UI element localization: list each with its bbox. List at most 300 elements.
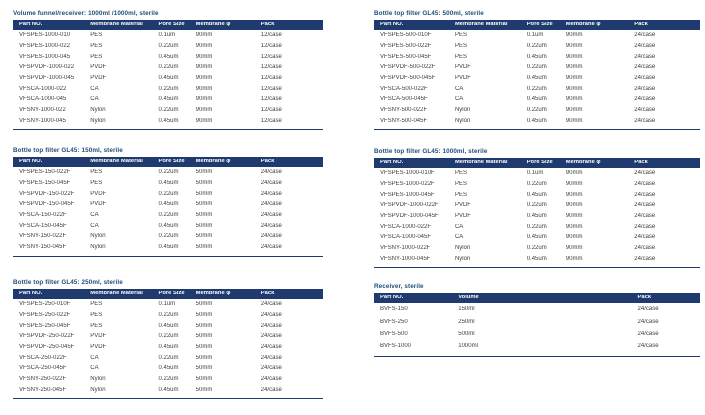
table-cell: 90mm	[565, 255, 583, 262]
table-row	[13, 41, 323, 52]
table-row	[374, 328, 700, 340]
table-cell: 90mm	[565, 223, 583, 230]
table-cell: 24/case	[634, 107, 656, 114]
table-cell: VFSNY-500-045F	[380, 117, 428, 124]
table-cell: 90mm	[565, 32, 583, 39]
table-cell: CA	[454, 85, 464, 92]
table-cell: 24/case	[260, 322, 282, 329]
table-cell: 24/case	[637, 318, 659, 325]
table-cell: VFSNY-250-045F	[19, 386, 67, 393]
table-cell: 12/case	[260, 64, 282, 71]
table-cell: PES	[454, 181, 467, 188]
table-cell: 0.45um	[526, 213, 547, 220]
table-cell: CA	[90, 222, 99, 229]
table-bottle-top-filter-1000ml	[374, 148, 700, 268]
table-cell: 150ml	[458, 306, 475, 313]
table-cell: 12/case	[260, 117, 282, 124]
table-row	[13, 94, 323, 105]
table-cell: VFSNY-1000-045	[19, 117, 66, 124]
column-header: Part NO.	[380, 22, 404, 28]
table-row	[13, 73, 323, 84]
table-row	[374, 41, 700, 52]
table-cell: PVDF	[454, 75, 471, 82]
table-row	[374, 105, 700, 116]
column-header: Pack	[260, 22, 275, 28]
table-cell: BVFS-250	[380, 318, 408, 325]
table-row	[13, 83, 323, 94]
table-cell: VFSPES-500-045F	[380, 53, 432, 60]
table-cell: 50mm	[195, 365, 213, 372]
table-cell: 90mm	[565, 85, 583, 92]
table-cell: 50mm	[195, 376, 213, 383]
table-cell: PES	[90, 301, 103, 308]
table-cell: 0.1um	[526, 170, 544, 177]
table-cell: 12/case	[260, 53, 282, 60]
table-bottom-rule	[13, 256, 323, 257]
table-cell: CA	[90, 96, 99, 103]
table-row	[374, 73, 700, 84]
table-cell: 0.22um	[526, 245, 547, 252]
table-row	[374, 315, 700, 327]
table-cell: 0.22um	[158, 190, 179, 197]
table-cell: VFSPES-500-022F	[380, 43, 432, 50]
table-cell: PVDF	[454, 213, 471, 220]
table-bottle-top-filter-250ml	[13, 279, 323, 399]
table-cell: 0.45um	[158, 386, 179, 393]
table-title: Bottle top filter GL45: 1000ml, sterile	[374, 148, 488, 155]
table-cell: VFSCA-1000-045F	[380, 234, 432, 241]
table-cell: Nylon	[454, 255, 471, 262]
table-cell: PES	[90, 312, 103, 319]
table-cell: 24/case	[634, 245, 656, 252]
table-row	[13, 30, 323, 41]
table-cell: 0.45um	[158, 96, 179, 103]
table-cell: Nylon	[454, 117, 471, 124]
table-row	[13, 299, 323, 310]
table-cell: 0.45um	[526, 53, 547, 60]
table-cell: BVFS-150	[380, 306, 408, 313]
table-cell: VFSPES-1000-010	[19, 32, 71, 39]
table-cell: 50mm	[195, 201, 213, 208]
table-cell: 24/case	[260, 244, 282, 251]
table-row	[374, 211, 700, 222]
table-cell: CA	[454, 96, 464, 103]
table-cell: 0.45um	[526, 117, 547, 124]
column-header: Membrane Material	[454, 160, 508, 166]
table-cell: 24/case	[634, 32, 656, 39]
table-cell: 24/case	[634, 75, 656, 82]
table-cell: VFSPES-1000-010F	[380, 170, 435, 177]
table-cell: 50mm	[195, 333, 213, 340]
table-cell: VFSCA-250-022F	[19, 354, 67, 361]
table-bottle-top-filter-150ml	[13, 147, 323, 257]
table-cell: VFSCA-150-045F	[19, 222, 67, 229]
table-bottle-top-filter-500ml	[374, 10, 700, 130]
table-cell: 0.1um	[158, 32, 176, 39]
column-header: Membrane Material	[90, 22, 143, 28]
table-cell: 90mm	[195, 117, 213, 124]
table-cell: 24/case	[260, 344, 282, 351]
table-cell: 0.45um	[158, 201, 179, 208]
table-cell: VFSPES-250-045F	[19, 322, 71, 329]
column-header: Pore Size	[526, 22, 553, 28]
table-row	[374, 340, 700, 352]
table-cell: VFSPES-1000-045F	[380, 191, 435, 198]
table-cell: VFSPVDF-1000-022F	[380, 202, 439, 209]
table-cell: 24/case	[260, 180, 282, 187]
table-cell: VFSPES-250-022F	[19, 312, 71, 319]
table-row	[13, 310, 323, 321]
table-row	[13, 105, 323, 116]
table-cell: BVFS-1000	[380, 343, 412, 350]
table-header-row	[374, 20, 700, 30]
table-cell: PES	[90, 180, 103, 187]
table-cell: 90mm	[565, 75, 583, 82]
table-cell: 24/case	[260, 201, 282, 208]
table-cell: VFSNY-1000-022	[19, 107, 66, 114]
column-header: Part NO.	[380, 160, 404, 166]
table-title: Receiver, sterile	[374, 283, 424, 290]
table-row	[13, 210, 323, 221]
table-cell: 0.22um	[526, 223, 547, 230]
table-cell: 24/case	[260, 233, 282, 240]
table-row	[13, 220, 323, 231]
table-cell: Nylon	[90, 117, 106, 124]
table-row	[13, 199, 323, 210]
table-cell: 0.22um	[526, 107, 547, 114]
table-cell: 50mm	[195, 312, 213, 319]
table-row	[374, 116, 700, 127]
table-cell: 50mm	[195, 222, 213, 229]
table-cell: VFSNY-500-022F	[380, 107, 428, 114]
table-cell: 90mm	[195, 85, 213, 92]
table-cell: 24/case	[634, 96, 656, 103]
column-header: Membrane φ	[195, 159, 231, 165]
table-cell: Nylon	[90, 107, 106, 114]
table-row	[374, 30, 700, 41]
table-row	[374, 200, 700, 211]
table-cell: VFSPVDF-500-022F	[380, 64, 436, 71]
table-row	[374, 83, 700, 94]
table-cell: 50mm	[195, 233, 213, 240]
table-header-row	[374, 293, 700, 303]
table-cell: 0.22um	[526, 85, 547, 92]
table-cell: VFSPVDF-250-022F	[19, 333, 75, 340]
table-cell: 0.45um	[158, 344, 179, 351]
table-header-row	[13, 289, 323, 299]
table-cell: 24/case	[634, 234, 656, 241]
table-cell: 24/case	[634, 64, 656, 71]
table-cell: 0.22um	[158, 233, 179, 240]
table-row	[374, 221, 700, 232]
table-cell: VFSPVDF-1000-045F	[380, 213, 439, 220]
table-cell: PES	[90, 53, 103, 60]
table-cell: 24/case	[634, 85, 656, 92]
table-row	[374, 189, 700, 200]
table-cell: VFSNY-150-022F	[19, 233, 67, 240]
table-cell: 0.22um	[526, 181, 547, 188]
table-cell: Nylon	[90, 244, 106, 251]
column-header: Pore Size	[158, 159, 185, 165]
table-cell: 24/case	[637, 343, 659, 350]
table-row	[374, 51, 700, 62]
table-row	[374, 62, 700, 73]
column-header: Pack	[260, 291, 275, 297]
table-cell: Nylon	[454, 245, 471, 252]
table-cell: 24/case	[260, 333, 282, 340]
table-cell: VFSCA-500-045F	[380, 96, 428, 103]
table-cell: 90mm	[195, 43, 213, 50]
column-header: Membrane Material	[90, 159, 143, 165]
table-cell: 90mm	[565, 170, 583, 177]
table-cell: 90mm	[195, 32, 213, 39]
table-title: Bottle top filter GL45: 250ml, sterile	[13, 279, 123, 286]
table-header-row	[374, 158, 700, 168]
table-title: Volume funnel/receiver: 1000ml /1000ml, sterile	[13, 10, 159, 17]
table-cell: 0.45um	[158, 180, 179, 187]
table-cell: CA	[90, 212, 99, 219]
table-cell: BVFS-500	[380, 330, 408, 337]
table-cell: PES	[90, 169, 103, 176]
table-cell: VFSCA-1000-022	[19, 85, 67, 92]
table-cell: 90mm	[565, 202, 583, 209]
table-cell: 0.22um	[158, 85, 179, 92]
table-cell: 0.22um	[158, 354, 179, 361]
column-header: Part NO.	[19, 291, 43, 297]
table-cell: 90mm	[565, 64, 583, 71]
table-cell: 24/case	[634, 191, 656, 198]
table-cell: 24/case	[634, 117, 656, 124]
table-row	[13, 62, 323, 73]
table-row	[13, 320, 323, 331]
table-cell: 50mm	[195, 344, 213, 351]
table-cell: 24/case	[634, 53, 656, 60]
table-cell: 24/case	[637, 330, 659, 337]
table-cell: PES	[90, 43, 103, 50]
column-header: Pore Size	[526, 160, 553, 166]
table-cell: 0.22um	[158, 64, 179, 71]
table-cell: 24/case	[634, 202, 656, 209]
table-cell: PES	[454, 191, 467, 198]
table-cell: VFSPVDF-250-045F	[19, 344, 75, 351]
table-row	[13, 331, 323, 342]
table-cell: CA	[90, 365, 99, 372]
table-cell: 90mm	[195, 96, 213, 103]
table-cell: 12/case	[260, 32, 282, 39]
table-cell: PVDF	[454, 202, 471, 209]
table-volume-funnel-1000ml	[13, 10, 323, 130]
table-cell: 90mm	[195, 107, 213, 114]
table-row	[13, 352, 323, 363]
table-cell: 0.22um	[158, 43, 179, 50]
table-cell: 0.22um	[158, 169, 179, 176]
table-cell: 0.45um	[526, 96, 547, 103]
table-cell: 0.22um	[526, 64, 547, 71]
table-bottom-rule	[374, 267, 700, 268]
table-cell: 0.22um	[158, 376, 179, 383]
table-cell: CA	[454, 223, 464, 230]
table-cell: 24/case	[260, 190, 282, 197]
table-row	[13, 51, 323, 62]
table-row	[13, 363, 323, 374]
column-header: Membrane φ	[195, 291, 231, 297]
table-cell: 24/case	[634, 43, 656, 50]
table-cell: PVDF	[454, 64, 471, 71]
table-cell: VFSPES-150-045F	[19, 180, 71, 187]
table-cell: 90mm	[565, 96, 583, 103]
table-cell: 24/case	[260, 386, 282, 393]
column-header: Membrane Material	[90, 291, 143, 297]
table-cell: Nylon	[90, 376, 106, 383]
table-cell: 50mm	[195, 244, 213, 251]
table-cell: 90mm	[195, 53, 213, 60]
table-cell: 24/case	[634, 170, 656, 177]
table-row	[374, 232, 700, 243]
table-cell: VFSPVDF-150-045F	[19, 201, 75, 208]
table-cell: VFSCA-150-022F	[19, 212, 67, 219]
table-cell: 12/case	[260, 96, 282, 103]
table-cell: PES	[90, 322, 103, 329]
table-cell: PES	[454, 170, 467, 177]
table-cell: 90mm	[195, 75, 213, 82]
table-row	[13, 178, 323, 189]
table-cell: 1000ml	[458, 343, 478, 350]
table-cell: 0.45um	[158, 365, 179, 372]
table-cell: PVDF	[90, 64, 107, 71]
column-header: Pack	[260, 159, 275, 165]
table-cell: 0.1um	[158, 301, 176, 308]
table-cell: CA	[90, 354, 99, 361]
table-cell: 0.1um	[526, 32, 544, 39]
column-header: Pack	[634, 160, 648, 166]
column-header: Part NO.	[19, 22, 43, 28]
table-cell: 24/case	[634, 181, 656, 188]
table-cell: 250ml	[458, 318, 475, 325]
table-cell: CA	[90, 85, 99, 92]
table-cell: 0.45um	[158, 53, 179, 60]
table-cell: PES	[90, 32, 103, 39]
table-cell: 90mm	[565, 181, 583, 188]
table-cell: 24/case	[260, 169, 282, 176]
table-cell: VFSPVDF-150-022F	[19, 190, 75, 197]
table-header-row	[13, 157, 323, 167]
table-cell: 50mm	[195, 301, 213, 308]
column-header: Pack	[634, 22, 648, 28]
table-cell: VFSPVDF-1000-045	[19, 75, 75, 82]
table-cell: 24/case	[260, 212, 282, 219]
table-cell: PVDF	[90, 201, 107, 208]
table-cell: 24/case	[634, 213, 656, 220]
table-cell: 500ml	[458, 330, 475, 337]
table-cell: VFSCA-250-045F	[19, 365, 67, 372]
table-cell: 24/case	[637, 306, 659, 313]
column-header: Pore Size	[158, 291, 185, 297]
table-bottom-rule	[13, 398, 323, 399]
table-cell: 0.45um	[526, 75, 547, 82]
table-cell: Nylon	[90, 386, 106, 393]
table-header-row	[13, 20, 323, 30]
table-cell: Nylon	[90, 233, 106, 240]
table-row	[374, 254, 700, 265]
column-header: Part NO.	[380, 295, 404, 301]
column-header: Part NO.	[19, 159, 43, 165]
column-header: Membrane φ	[565, 22, 601, 28]
table-row	[374, 179, 700, 190]
table-cell: 24/case	[260, 312, 282, 319]
column-header: Pore Size	[158, 22, 185, 28]
table-cell: 12/case	[260, 75, 282, 82]
table-bottom-rule	[13, 129, 323, 130]
table-cell: 90mm	[565, 117, 583, 124]
table-cell: 24/case	[260, 376, 282, 383]
table-cell: VFSPVDF-1000-022	[19, 64, 75, 71]
table-row	[13, 242, 323, 253]
table-cell: VFSNY-250-022F	[19, 376, 67, 383]
table-cell: 50mm	[195, 386, 213, 393]
table-cell: 50mm	[195, 212, 213, 219]
table-cell: 0.22um	[158, 212, 179, 219]
column-header: Membrane Material	[454, 22, 508, 28]
table-cell: 24/case	[260, 354, 282, 361]
table-cell: 50mm	[195, 180, 213, 187]
table-cell: 0.22um	[158, 107, 179, 114]
table-cell: 0.45um	[526, 255, 547, 262]
table-cell: 90mm	[195, 64, 213, 71]
table-row	[13, 385, 323, 396]
table-cell: 0.22um	[526, 202, 547, 209]
table-row	[13, 188, 323, 199]
table-row	[374, 168, 700, 179]
table-cell: VFSNY-1000-022F	[380, 245, 431, 252]
table-title: Bottle top filter GL45: 500ml, sterile	[374, 10, 484, 17]
table-cell: 12/case	[260, 107, 282, 114]
table-cell: VFSPES-1000-045	[19, 53, 71, 60]
table-cell: VFSNY-150-045F	[19, 244, 67, 251]
table-row	[374, 243, 700, 254]
table-cell: PES	[454, 32, 467, 39]
table-bottom-rule	[374, 356, 700, 357]
table-cell: VFSPES-1000-022F	[380, 181, 435, 188]
table-row	[374, 303, 700, 315]
table-cell: 24/case	[260, 301, 282, 308]
table-cell: 50mm	[195, 190, 213, 197]
table-cell: 90mm	[565, 191, 583, 198]
table-row	[13, 167, 323, 178]
table-cell: VFSCA-500-022F	[380, 85, 428, 92]
table-cell: PVDF	[90, 75, 107, 82]
table-receiver	[374, 283, 700, 357]
column-header: Membrane φ	[195, 22, 231, 28]
table-cell: 50mm	[195, 354, 213, 361]
table-cell: VFSPES-1000-022	[19, 43, 71, 50]
table-row	[374, 94, 700, 105]
table-cell: 0.45um	[526, 234, 547, 241]
table-bottom-rule	[374, 129, 700, 130]
table-cell: 50mm	[195, 169, 213, 176]
table-cell: 0.45um	[158, 75, 179, 82]
table-cell: 24/case	[260, 365, 282, 372]
table-cell: 90mm	[565, 234, 583, 241]
table-cell: VFSPES-500-010F	[380, 32, 432, 39]
table-cell: 0.22um	[526, 43, 547, 50]
table-cell: 24/case	[634, 255, 656, 262]
table-cell: PES	[454, 43, 467, 50]
table-title: Bottle top filter GL45: 150ml, sterile	[13, 147, 123, 154]
table-cell: PVDF	[90, 344, 107, 351]
table-cell: 12/case	[260, 85, 282, 92]
table-cell: 12/case	[260, 43, 282, 50]
table-cell: VFSCA-1000-022F	[380, 223, 432, 230]
